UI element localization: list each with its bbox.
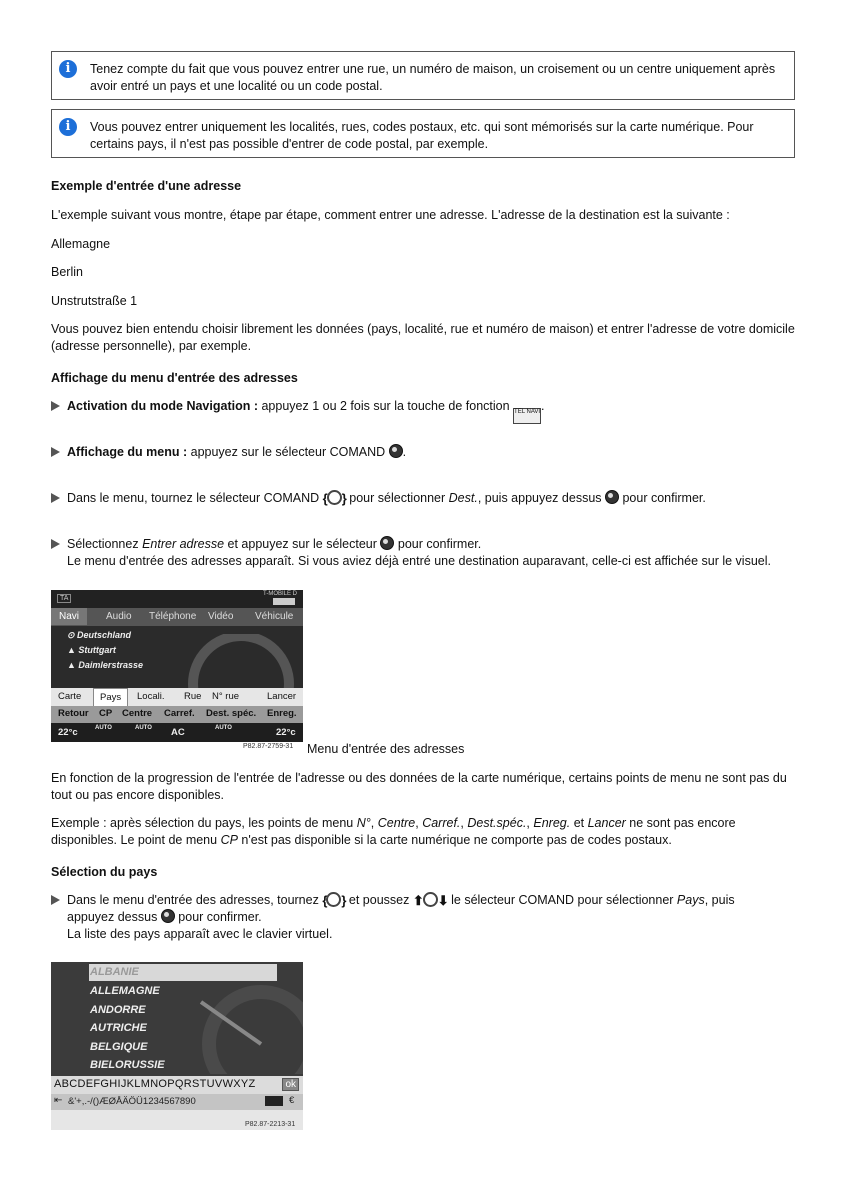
menu-lancer: Lancer: [267, 691, 297, 702]
status-network: T-MOBILE D: [262, 591, 297, 597]
bullet-arrow-icon: [51, 895, 60, 905]
tab-video: Vidéo: [208, 611, 234, 622]
list-item: ⊙ Deutschland: [67, 630, 132, 640]
menu-carref: Carref.: [164, 708, 195, 719]
note-text: Vous pouvez entrer uniquement les localités, rues, codes postaux, etc. qui sont mémorisés sur la carte numérique. Pour certains pays, il n'est pas possible d'entrer de code postal, par exemple.: [90, 120, 754, 151]
mode-key-icon: [265, 1096, 283, 1106]
info-icon: i: [59, 118, 77, 136]
paragraph: En fonction de la progression de l'entrée de l'adresse ou des données de la carte numérique, certains points de menu ne sont pas du tout ou pas encore disponibles.: [51, 771, 787, 802]
country-item: ANDORRE: [90, 1004, 146, 1016]
tab-vehicule: Véhicule: [255, 611, 294, 622]
entry-bar-2: [51, 706, 303, 723]
keyboard-symbols: &'+,.-/()ÆØÅÄÖÜ1234567890: [68, 1096, 196, 1107]
country-item: ALLEMAGNE: [90, 985, 160, 997]
list-item: ▲ Stuttgart: [67, 645, 116, 655]
info-note-2: [51, 109, 795, 158]
bullet-arrow-icon: [51, 401, 60, 411]
address-menu-screenshot: [51, 590, 303, 742]
country-item: ALBANIE: [90, 966, 139, 978]
country-item: BELGIQUE: [90, 1041, 148, 1053]
back-key-icon: ⇤: [54, 1095, 63, 1106]
paragraph: Vous pouvez bien entendu choisir librement les données (pays, localité, rue et numéro de maison) et entrer l'adresse de votre domicile (adresse personnelle), par exemple.: [51, 322, 795, 353]
menu-centre: Centre: [122, 708, 153, 719]
menu-pays: Pays: [93, 688, 128, 707]
tab-telephone: Téléphone: [149, 611, 197, 622]
bullet-arrow-icon: [51, 493, 60, 503]
section-heading: Exemple d'entrée d'une adresse: [51, 179, 242, 193]
destination-list: [51, 626, 303, 688]
menu-dest-spec: Dest. spéc.: [206, 708, 257, 719]
figure-caption: Menu d'entrée des adresses: [307, 742, 465, 756]
euro-key-icon: €: [289, 1095, 295, 1106]
signal-icon: [273, 598, 295, 605]
country-item: AUTRICHE: [90, 1022, 147, 1034]
tel-navi-key-icon: TEL NAVI: [513, 408, 541, 424]
tab-navi: Navi: [51, 608, 87, 625]
auto-label: AUTO: [215, 725, 232, 731]
ok-key: ok: [282, 1078, 299, 1091]
temp-right: 22°c: [276, 727, 296, 738]
virtual-keyboard-letters: [51, 1076, 303, 1094]
info-icon: i: [59, 60, 77, 78]
press-knob-icon: [389, 444, 403, 458]
compass-graphic: [161, 634, 301, 694]
bullet-arrow-icon: [51, 539, 60, 549]
section-heading: Affichage du menu d'entrée des adresses: [51, 371, 298, 385]
address-line: Unstrutstraße 1: [51, 294, 138, 308]
menu-retour: Retour: [58, 708, 89, 719]
menu-n-rue: N° rue: [212, 691, 240, 702]
paragraph: L'exemple suivant vous montre, étape par étape, comment entrer une adresse. L'adresse de la destination est la suivante :: [51, 208, 730, 222]
menu-rue: Rue: [184, 691, 202, 702]
tab-audio: Audio: [106, 611, 132, 622]
menu-carte: Carte: [58, 691, 82, 702]
ac-label: AC: [171, 727, 185, 738]
press-knob-icon: [605, 490, 619, 504]
status-ta: TA: [57, 594, 71, 603]
list-item: ▲ Daimlerstrasse: [67, 660, 143, 670]
address-line: Berlin: [51, 265, 83, 279]
compass-graphic: [161, 982, 303, 1074]
auto-label: AUTO: [135, 725, 152, 731]
virtual-keyboard-symbols: [51, 1094, 303, 1110]
country-item: BIELORUSSIE: [90, 1059, 165, 1071]
entry-bar: [51, 688, 303, 706]
note-text: Tenez compte du fait que vous pouvez entrer une rue, un numéro de maison, un croisement ou un centre uniquement après avoir entré un pays et une localité ou un code postal.: [90, 62, 776, 93]
climate-bar: [51, 723, 303, 742]
country-list-screenshot: [51, 962, 303, 1130]
info-note-1: [51, 51, 795, 100]
rotate-knob-icon: { }: [322, 893, 346, 908]
menu-locali: Locali.: [137, 691, 165, 702]
rotate-knob-icon: { }: [322, 491, 346, 506]
section-heading: Sélection du pays: [51, 865, 158, 879]
paragraph: Exemple : après sélection du pays, les points de menu N°, Centre, Carref., Dest.spéc., Enreg. et Lancer ne sont pas encore disponibles. Le point de menu CP n'est pas disponible si la carte numérique ne comporte pas de codes postaux.: [51, 816, 736, 847]
menu-enreg: Enreg.: [267, 708, 297, 719]
screen-tabs: [51, 608, 303, 626]
press-knob-icon: [161, 909, 175, 923]
menu-cp: CP: [99, 708, 113, 719]
press-knob-icon: [380, 536, 394, 550]
address-line: Allemagne: [51, 237, 111, 251]
bullet-arrow-icon: [51, 447, 60, 457]
image-code: P82.87-2213-31: [245, 1121, 296, 1128]
image-code: P82.87-2759-31: [243, 743, 294, 750]
push-knob-icon: ⬆ ⬇: [412, 893, 448, 908]
temp-left: 22°c: [58, 727, 78, 738]
auto-label: AUTO: [95, 725, 112, 731]
keyboard-letters: ABCDEFGHIJKLMNOPQRSTUVWXYZ: [54, 1078, 256, 1090]
